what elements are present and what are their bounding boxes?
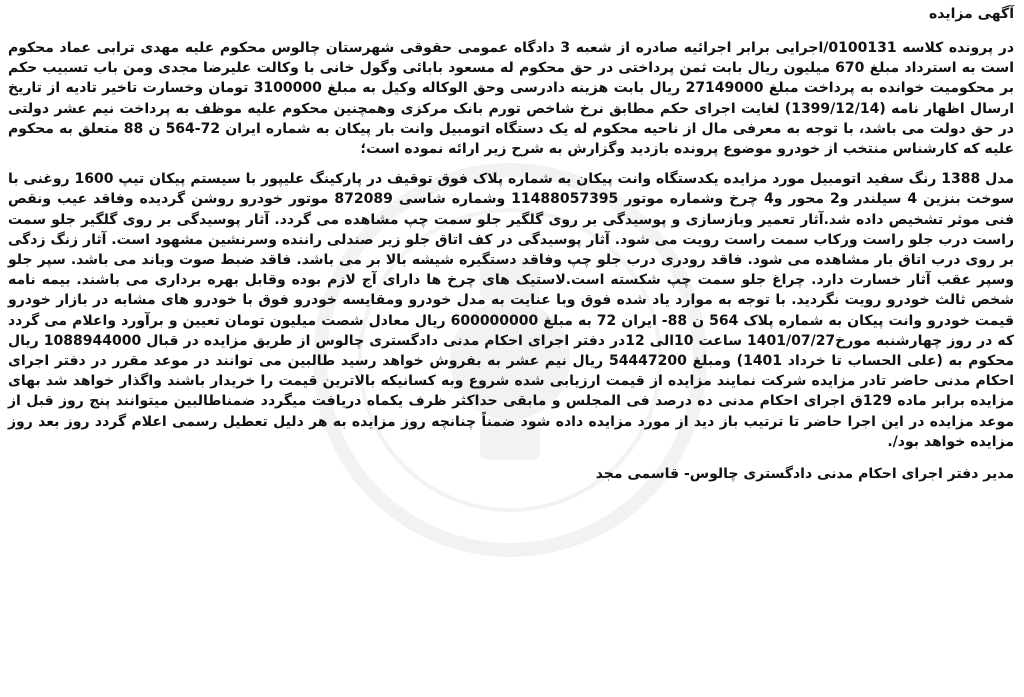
auction-notice: [8, 4, 1014, 484]
notice-paragraph-case: در پرونده کلاسه 0100131/اجرایی برابر اجرائیه صادره از شعبه 3 دادگاه عمومی حقوقی شهرستان چالوس محکوم علیه مهدی ترابی عماد محکوم است به استرداد مبلغ 670 میلیون ریال بابت ثمن پرداختی در حق محکوم له مسعود بابائی وگول خانی با وکالت علیرضا مجدی ومن باب تسبیب حکم بر محکومیت خوانده به پرداخت مبلغ 27149000 ریال بابت هزینه دادرسی وحق الوکاله وکیل به مبلغ 3100000 تومان وخسارت تاخیر تادیه از تاریخ ارسال اظهار نامه (1399/12/14) لغایت اجرای حکم مطابق نرخ شاخص تورم بانک مرکزی وهمچنین محکوم علیه موظف به پرداخت نیم عشر دولتی در حق دولت می باشد، با توجه به معرفی مال از ناحیه محکوم له یک دستگاه اتومبیل وانت بار پیکان به شماره ایران 72-564 ن 88 متعلق به محکوم علیه که کارشناس منتخب از خودرو موضوع پرونده بازدید وگزارش به شرح زیر ارائه نموده است؛: [8, 40, 1015, 158]
notice-paragraph-vehicle: مدل 1388 رنگ سفید اتومبیل مورد مزایده یکدستگاه وانت پیکان به شماره پلاک فوق توقیف در پارکینگ علیپور با سیستم پیکان تیپ 1600 روغنی با سوخت بنزین 4 سیلندر و2 محور و4 چرخ وشماره موتور 11488057395 وشماره شاسی 872089 موتور خودرو روشن گردیده وفاقد عیب ونقص فنی موثر تشخیص داده شد.آثار تعمیر وبازسازی و پوسیدگی بر روی گلگیر جلو سمت چپ مشاهده می گردد. آثار پوسیدگی بر روی گلگیر جلو سمت راست درب جلو راست ورکاب سمت راست رویت می شود. آثار پوسیدگی در کف اتاق جلو زیر صندلی راننده وسرنشین مشهود است. آثار زنگ زدگی بر روی درب اتاق بار مشاهده می شود. فاقد رودری درب جلو چپ وفاقد دستگیره شیشه بالا بر می باشد. فاقد ضبط صوت وباند می باشد. سپر جلو وسپر عقب آثار خسارت دارد. چراغ جلو سمت چپ شکسته است.لاستیک های چرخ ها دارای آج لازم بوده وقابل بهره برداری می باشند. بیمه نامه شخص ثالث خودرو رویت نگردید. با توجه به موارد یاد شده فوق وبا عنایت به مدل خودرو ومقایسه خودرو فوق با خودرو های مشابه در بازار خودرو قیمت خودرو وانت پیکان به شماره پلاک 564 ن 88- ایران 72 به مبلغ 600000000 ریال معادل شصت میلیون تومان تعیین و برآورد واعلام می گردد که در روز چهارشنبه مورخ1401/07/27 ساعت 10الی 12در دفتر اجرای احکام مدنی دادگستری چالوس از طریق مزایده در قبال 1088944000 ریال محکوم به (علی الحساب تا خرداد 1401) ومبلغ 54447200 ریال نیم عشر به بفروش خواهد رسید طالبین می توانند در موعد مقرر در دفتر اجرای احکام مدنی حاضر تادر مزایده شرکت نمایند مزایده از قیمت ارزیابی شده شروع وبه کسانیکه بالاترین قیمت را خریدار باشند واگذار خواهد شد بهای مزایده برابر ماده 129ق اجرای احکام مدنی ده درصد فی المجلس و مابقی حداکثر ظرف یکماه دریافت میگردد ضمناطالبین میتوانند پنج روز قبل از موعد مزایده در این اجرا حاضر تا ترتیب باز دید از مورد مزایده داده شود ضمناً چنانچه روز مزایده به هر دلیل تعطیل رسمی اعلام گردد روز بعد روز مزایده خواهد بود/.: [8, 171, 1015, 450]
notice-title: آگهی مزایده: [928, 6, 1014, 22]
notice-signature: مدیر دفتر اجرای احکام مدنی دادگستری چالوس- قاسمی مجد: [595, 466, 1014, 483]
